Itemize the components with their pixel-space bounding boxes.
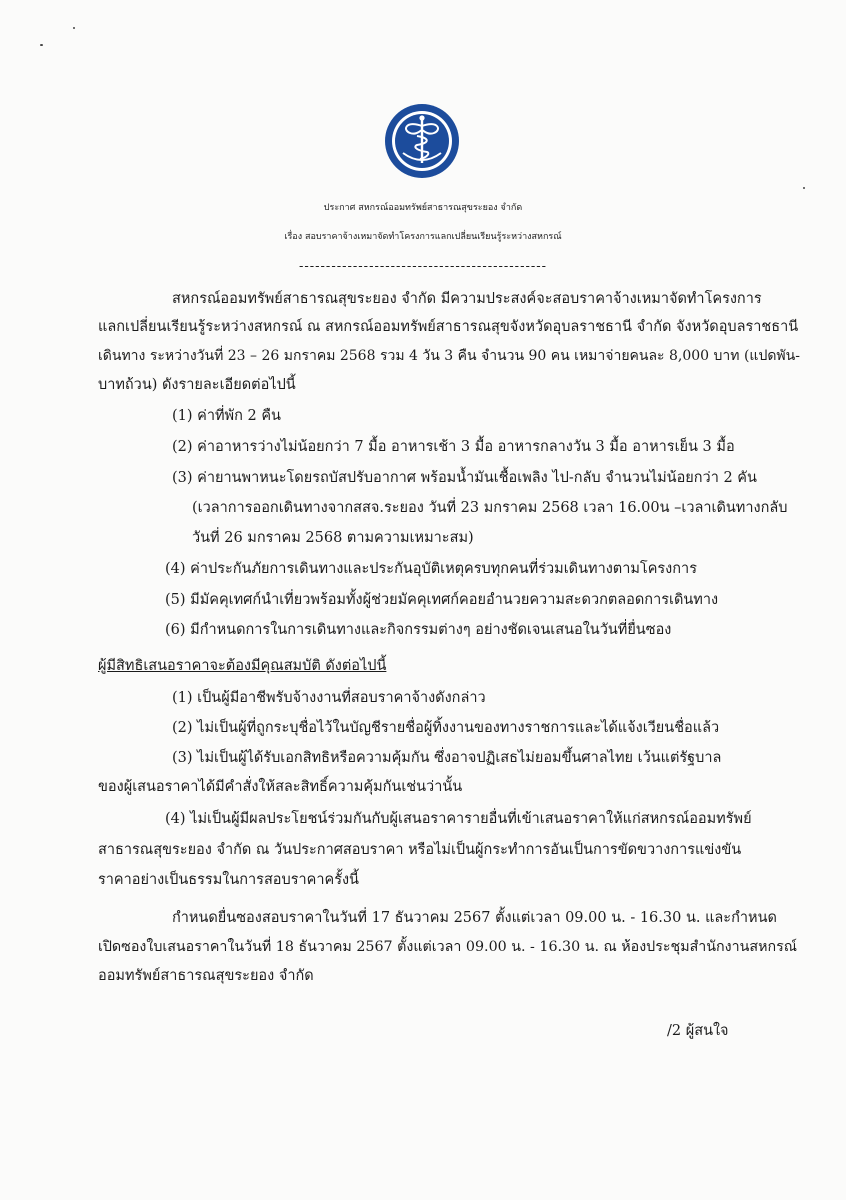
intro-line: แลกเปลี่ยนเรียนรู้ระหว่างสหกรณ์ ณ สหกรณ์ออมทรัพย์สาธารณสุขจังหวัดอุบลราชธานี จำกัด จังหวัดอุบลราชธานี (98, 319, 799, 335)
qualification-item: (3) ไม่เป็นผู้ได้รับเอกสิทธิหรือความคุ้มกัน ซึ่งอาจปฏิเสธไม่ยอมขึ้นศาลไทย เว้นแต่รัฐบาล (172, 750, 722, 766)
scan-speck (803, 187, 805, 189)
schedule-line: เปิดซองใบเสนอราคาในวันที่ 18 ธันวาคม 2567 ตั้งแต่เวลา 09.00 น. - 16.30 น. ณ ห้องประชุมสำนักงานสหกรณ์ (98, 939, 797, 955)
list-item: (5) มีมัคคุเทศก์นำเที่ยวพร้อมทั้งผู้ช่วยมัคคุเทศก์คอยอำนวยความสะดวกตลอดการเดินทาง (165, 592, 719, 608)
qualification-item: (4) ไม่เป็นผู้มีผลประโยชน์ร่วมกันกับผู้เสนอราคารายอื่นที่เข้าเสนอราคาให้แก่สหกรณ์ออมทรัพย์ (165, 811, 752, 827)
list-item: (เวลาการออกเดินทางจากสสจ.ระยอง วันที่ 23 มกราคม 2568 เวลา 16.00น –เวลาเดินทางกลับ (192, 500, 788, 516)
schedule-line: กำหนดยื่นซองสอบราคาในวันที่ 17 ธันวาคม 2567 ตั้งแต่เวลา 09.00 น. - 16.30 น. และกำหนด (172, 910, 777, 926)
list-item: (1) ค่าที่พัก 2 คืน (172, 408, 281, 424)
list-item: (2) ค่าอาหารว่างไม่น้อยกว่า 7 มื้อ อาหารเช้า 3 มื้อ อาหารกลางวัน 3 มื้อ อาหารเย็น 3 มื้อ (172, 439, 735, 455)
list-item: (6) มีกำหนดการในการเดินทางและกิจกรรมต่างๆ อย่างชัดเจนเสนอในวันที่ยื่นซอง (165, 622, 672, 638)
qualification-item: (2) ไม่เป็นผู้ที่ถูกระบุชื่อไว้ในบัญชีรายชื่อผู้ทิ้งงานของทางราชการและได้แจ้งเวียนชื่อแล้ว (172, 720, 720, 736)
qualification-item: ราคาอย่างเป็นธรรมในการสอบราคาครั้งนี้ (98, 872, 359, 888)
list-item: (4) ค่าประกันภัยการเดินทางและประกันอุบัติเหตุครบทุกคนที่ร่วมเดินทางตามโครงการ (165, 561, 697, 577)
schedule-line: ออมทรัพย์สาธารณสุขระยอง จำกัด (98, 968, 314, 984)
scan-speck (73, 27, 75, 29)
list-item: วันที่ 26 มกราคม 2568 ตามความเหมาะสม) (192, 530, 474, 546)
cooperative-seal-icon (384, 103, 460, 179)
next-page-marker: /2 ผู้สนใจ (667, 1023, 729, 1039)
intro-line: บาทถ้วน) ดังรายละเอียดต่อไปนี้ (98, 377, 296, 393)
intro-line: เดินทาง ระหว่างวันที่ 23 – 26 มกราคม 2568 รวม 4 วัน 3 คืน จำนวน 90 คน เหมาจ่ายคนละ 8,000 บาท (แปดพัน- (98, 348, 800, 364)
announcement-title: ประกาศ สหกรณ์ออมทรัพย์สาธารณสุขระยอง จำกัด (323, 203, 523, 213)
qualification-item: ของผู้เสนอราคาได้มีคำสั่งให้สละสิทธิ์ความคุ้มกันเช่นว่านั้น (98, 779, 463, 795)
qualification-item: สาธารณสุขระยอง จำกัด ณ วันประกาศสอบราคา หรือไม่เป็นผู้กระทำการอันเป็นการขัดขวางการแข่งขัน (98, 842, 742, 858)
scan-speck (40, 44, 43, 46)
header-separator: ---------------------------------------------- (298, 259, 548, 274)
qualification-item: (1) เป็นผู้มีอาชีพรับจ้างงานที่สอบราคาจ้างดังกล่าว (172, 690, 486, 706)
list-item: (3) ค่ายานพาหนะโดยรถบัสปรับอากาศ พร้อมน้ำมันเชื้อเพลิง ไป-กลับ จำนวนไม่น้อยกว่า 2 คัน (172, 470, 757, 486)
announcement-subject: เรื่อง สอบราคาจ้างเหมาจัดทำโครงการแลกเปลี่ยนเรียนรู้ระหว่างสหกรณ์ (284, 232, 562, 242)
qualifications-heading: ผู้มีสิทธิเสนอราคาจะต้องมีคุณสมบัติ ดังต่อไปนี้ (98, 658, 387, 674)
intro-line: สหกรณ์ออมทรัพย์สาธารณสุขระยอง จำกัด มีความประสงค์จะสอบราคาจ้างเหมาจัดทำโครงการ (172, 291, 762, 307)
